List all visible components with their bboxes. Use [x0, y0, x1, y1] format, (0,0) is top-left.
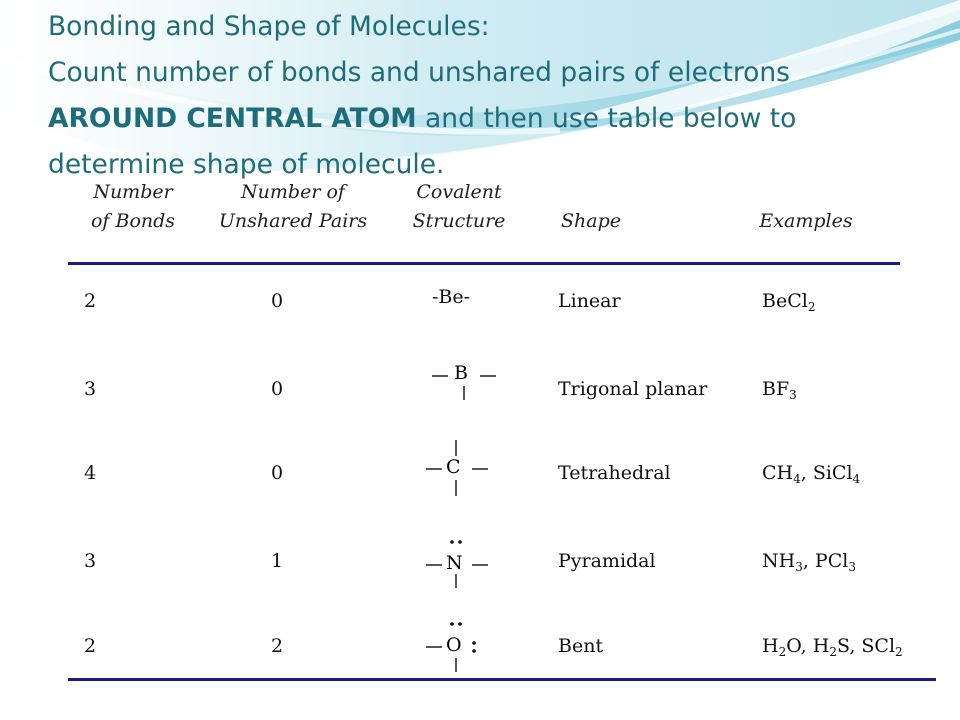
row-4-shape: Pyramidal — [558, 550, 656, 572]
row-2-bonds: 3 — [84, 378, 97, 400]
bottom-rule — [68, 678, 936, 681]
row-2-structure — [420, 356, 510, 406]
row-5-shape: Bent — [558, 635, 604, 657]
lone-pair-dot — [458, 540, 462, 544]
central-atom: N — [446, 552, 463, 574]
row-5-pairs: 2 — [271, 635, 284, 657]
subscript: 2 — [778, 645, 787, 659]
header-rule — [68, 262, 900, 265]
lone-pair-dot — [458, 622, 462, 626]
row-1-examples: BeCl$_2$ — [762, 290, 816, 314]
title-line-3 — [48, 96, 948, 142]
subscript: 4 — [793, 472, 801, 486]
header-pairs-line-1: Number of — [241, 181, 345, 203]
row-2-shape: Trigonal planar — [558, 378, 708, 400]
row-5-structure — [414, 610, 504, 674]
subscript: 3 — [795, 560, 803, 574]
row-1-shape: Linear — [558, 290, 621, 312]
row-1-structure: -Be- — [432, 286, 471, 308]
subscript: 3 — [848, 560, 856, 574]
header-shape: Shape — [561, 210, 621, 232]
row-3-examples: $CH_4$, SiCl$_4$ — [762, 462, 861, 486]
header-unshared-pairs — [208, 178, 378, 236]
row-3-structure — [414, 436, 504, 500]
row-2-pairs: 0 — [271, 378, 284, 400]
subscript: 2 — [829, 645, 837, 659]
title-line-4: determine shape of molecule. — [48, 149, 445, 180]
title-line-2: Count number of bonds and unshared pairs of electrons — [48, 57, 790, 88]
header-structure-line-1: Covalent — [416, 181, 502, 203]
row-4-pairs: 1 — [271, 550, 284, 572]
row-4-examples: $NH_3$, PCl$_3$ — [762, 550, 856, 574]
central-atom: C — [446, 456, 461, 478]
header-bonds-line-2: of Bonds — [90, 210, 176, 232]
row-3-shape: Tetrahedral — [558, 462, 671, 484]
title-line-3-rest: and then use table below to — [416, 103, 797, 134]
header-structure-line-2: Structure — [412, 210, 506, 232]
row-1-bonds: 2 — [84, 290, 97, 312]
row-2-examples: $BF_3$ — [762, 378, 797, 402]
header-bonds-line-1: Number — [93, 181, 173, 203]
subscript: 3 — [789, 388, 797, 402]
row-4-structure — [414, 528, 504, 592]
title-emphasis: AROUND CENTRAL ATOM — [48, 103, 417, 134]
lone-pair-dot — [450, 622, 454, 626]
slide-title — [48, 4, 948, 188]
central-atom: O — [446, 634, 462, 656]
subscript: 2 — [807, 300, 816, 314]
header-number-of-bonds — [68, 178, 198, 236]
header-examples: Examples — [759, 210, 853, 232]
lone-pair-dot — [450, 540, 454, 544]
row-5-examples: $H_2O$, $H_2S$, SCl$_2$ — [762, 635, 903, 659]
row-3-pairs: 0 — [271, 462, 284, 484]
row-3-bonds: 4 — [84, 462, 97, 484]
row-4-bonds: 3 — [84, 550, 97, 572]
row-5-bonds: 2 — [84, 635, 97, 657]
title-line-1: Bonding and Shape of Molecules: — [48, 11, 490, 42]
central-atom: B — [454, 362, 468, 384]
lone-pair-dot — [472, 641, 476, 645]
header-covalent-structure — [403, 178, 515, 236]
lone-pair-dot — [472, 649, 476, 653]
row-1-pairs: 0 — [271, 290, 284, 312]
subscript: 4 — [852, 472, 861, 486]
subscript: 2 — [895, 645, 903, 659]
header-pairs-line-2: Unshared Pairs — [218, 210, 368, 232]
